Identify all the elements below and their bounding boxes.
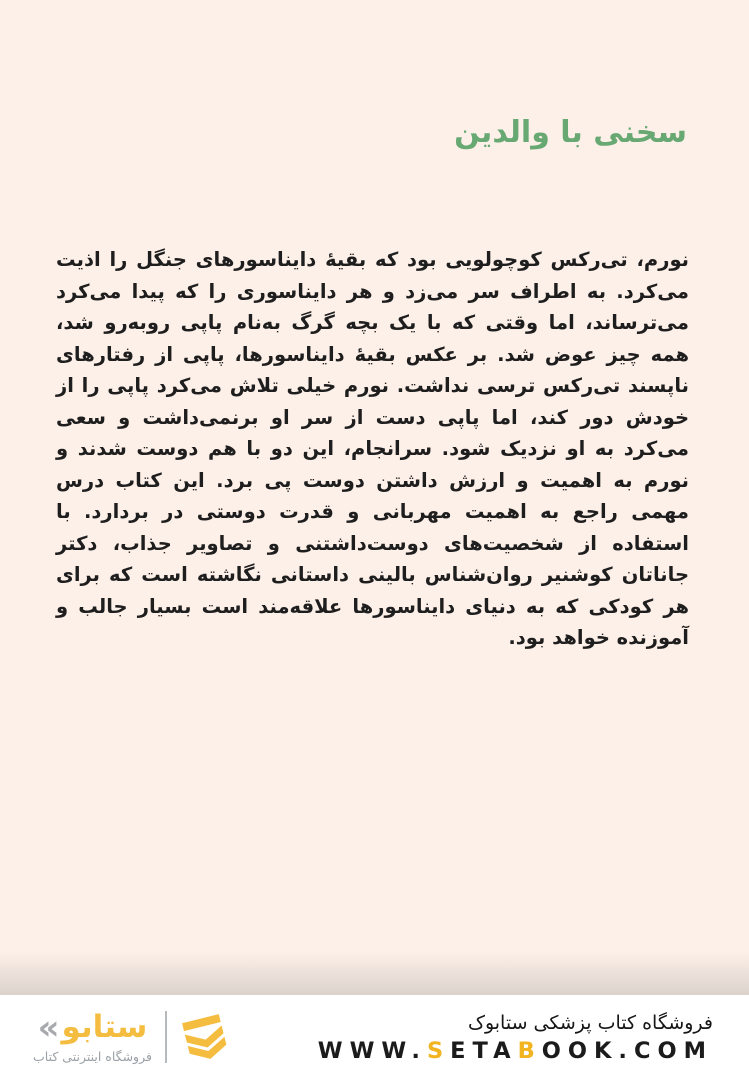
website-url: [317, 1037, 713, 1064]
store-tagline: فروشگاه کتاب پزشکی ستابوک: [467, 1011, 713, 1034]
logo-divider: [165, 1011, 167, 1063]
body-paragraph: نورم، تی‌رکس کوچولویی بود که بقیۀ دایناسورهای جنگل را اذیت می‌کرد. به اطراف سر می‌زد و هر دایناسوری را که پیدا می‌کرد می‌ترساند، اما وقتی که با یک بچه گرگ به‌نام پاپی روبه‌رو شد، همه چیز عوض شد. بر عکس بقیۀ دایناسورها، پاپی از رفتارهای ناپسند تی‌رکس ترسی نداشت. نورم خیلی تلاش می‌کرد پاپی را از خودش دور کند، اما پاپی دست از سر او برنمی‌داشت و سعی می‌کرد به او نزدیک شود. سرانجام، این دو با هم دوست شدند و نورم به اهمیت و ارزش داشتن دوست پی برد. این کتاب درس مهمی راجع به اهمیت مهربانی و قدرت دوستی در بردارد. با استفاده از شخصیت‌های دوست‌داشتنی و تصاویر جذاب، دکتر جاناتان کوشنیر روان‌شناس بالینی داستانی نگاشته است که برای هر کودکی که به دنیای دایناسورها علاقه‌مند است بسیار جالب و آموزنده خواهد بود.: [56, 248, 689, 649]
url-segment-accent: S: [426, 1037, 451, 1064]
setabook-logo: [33, 1007, 232, 1064]
url-segment: WWW.: [317, 1037, 427, 1064]
footer: [0, 995, 749, 1079]
footer-right: [318, 1012, 713, 1062]
setabook-wordmark: [33, 1007, 152, 1048]
url-segment: OOK.COM: [541, 1037, 713, 1064]
setabook-double-chevron-icon: [178, 1010, 232, 1064]
wordmark-letters: ستابو: [61, 1009, 148, 1045]
logo-caption: فروشگاه اینترنتی کتاب: [33, 1048, 152, 1064]
page-bottom-shadow: [0, 951, 749, 995]
page-title: سخنی با والدین: [454, 115, 687, 150]
url-segment: ETA: [450, 1037, 518, 1064]
wordmark-kaf-glyph: «: [37, 1007, 60, 1048]
url-segment-accent: B: [517, 1037, 542, 1064]
setabook-logo-text: [33, 1007, 152, 1064]
